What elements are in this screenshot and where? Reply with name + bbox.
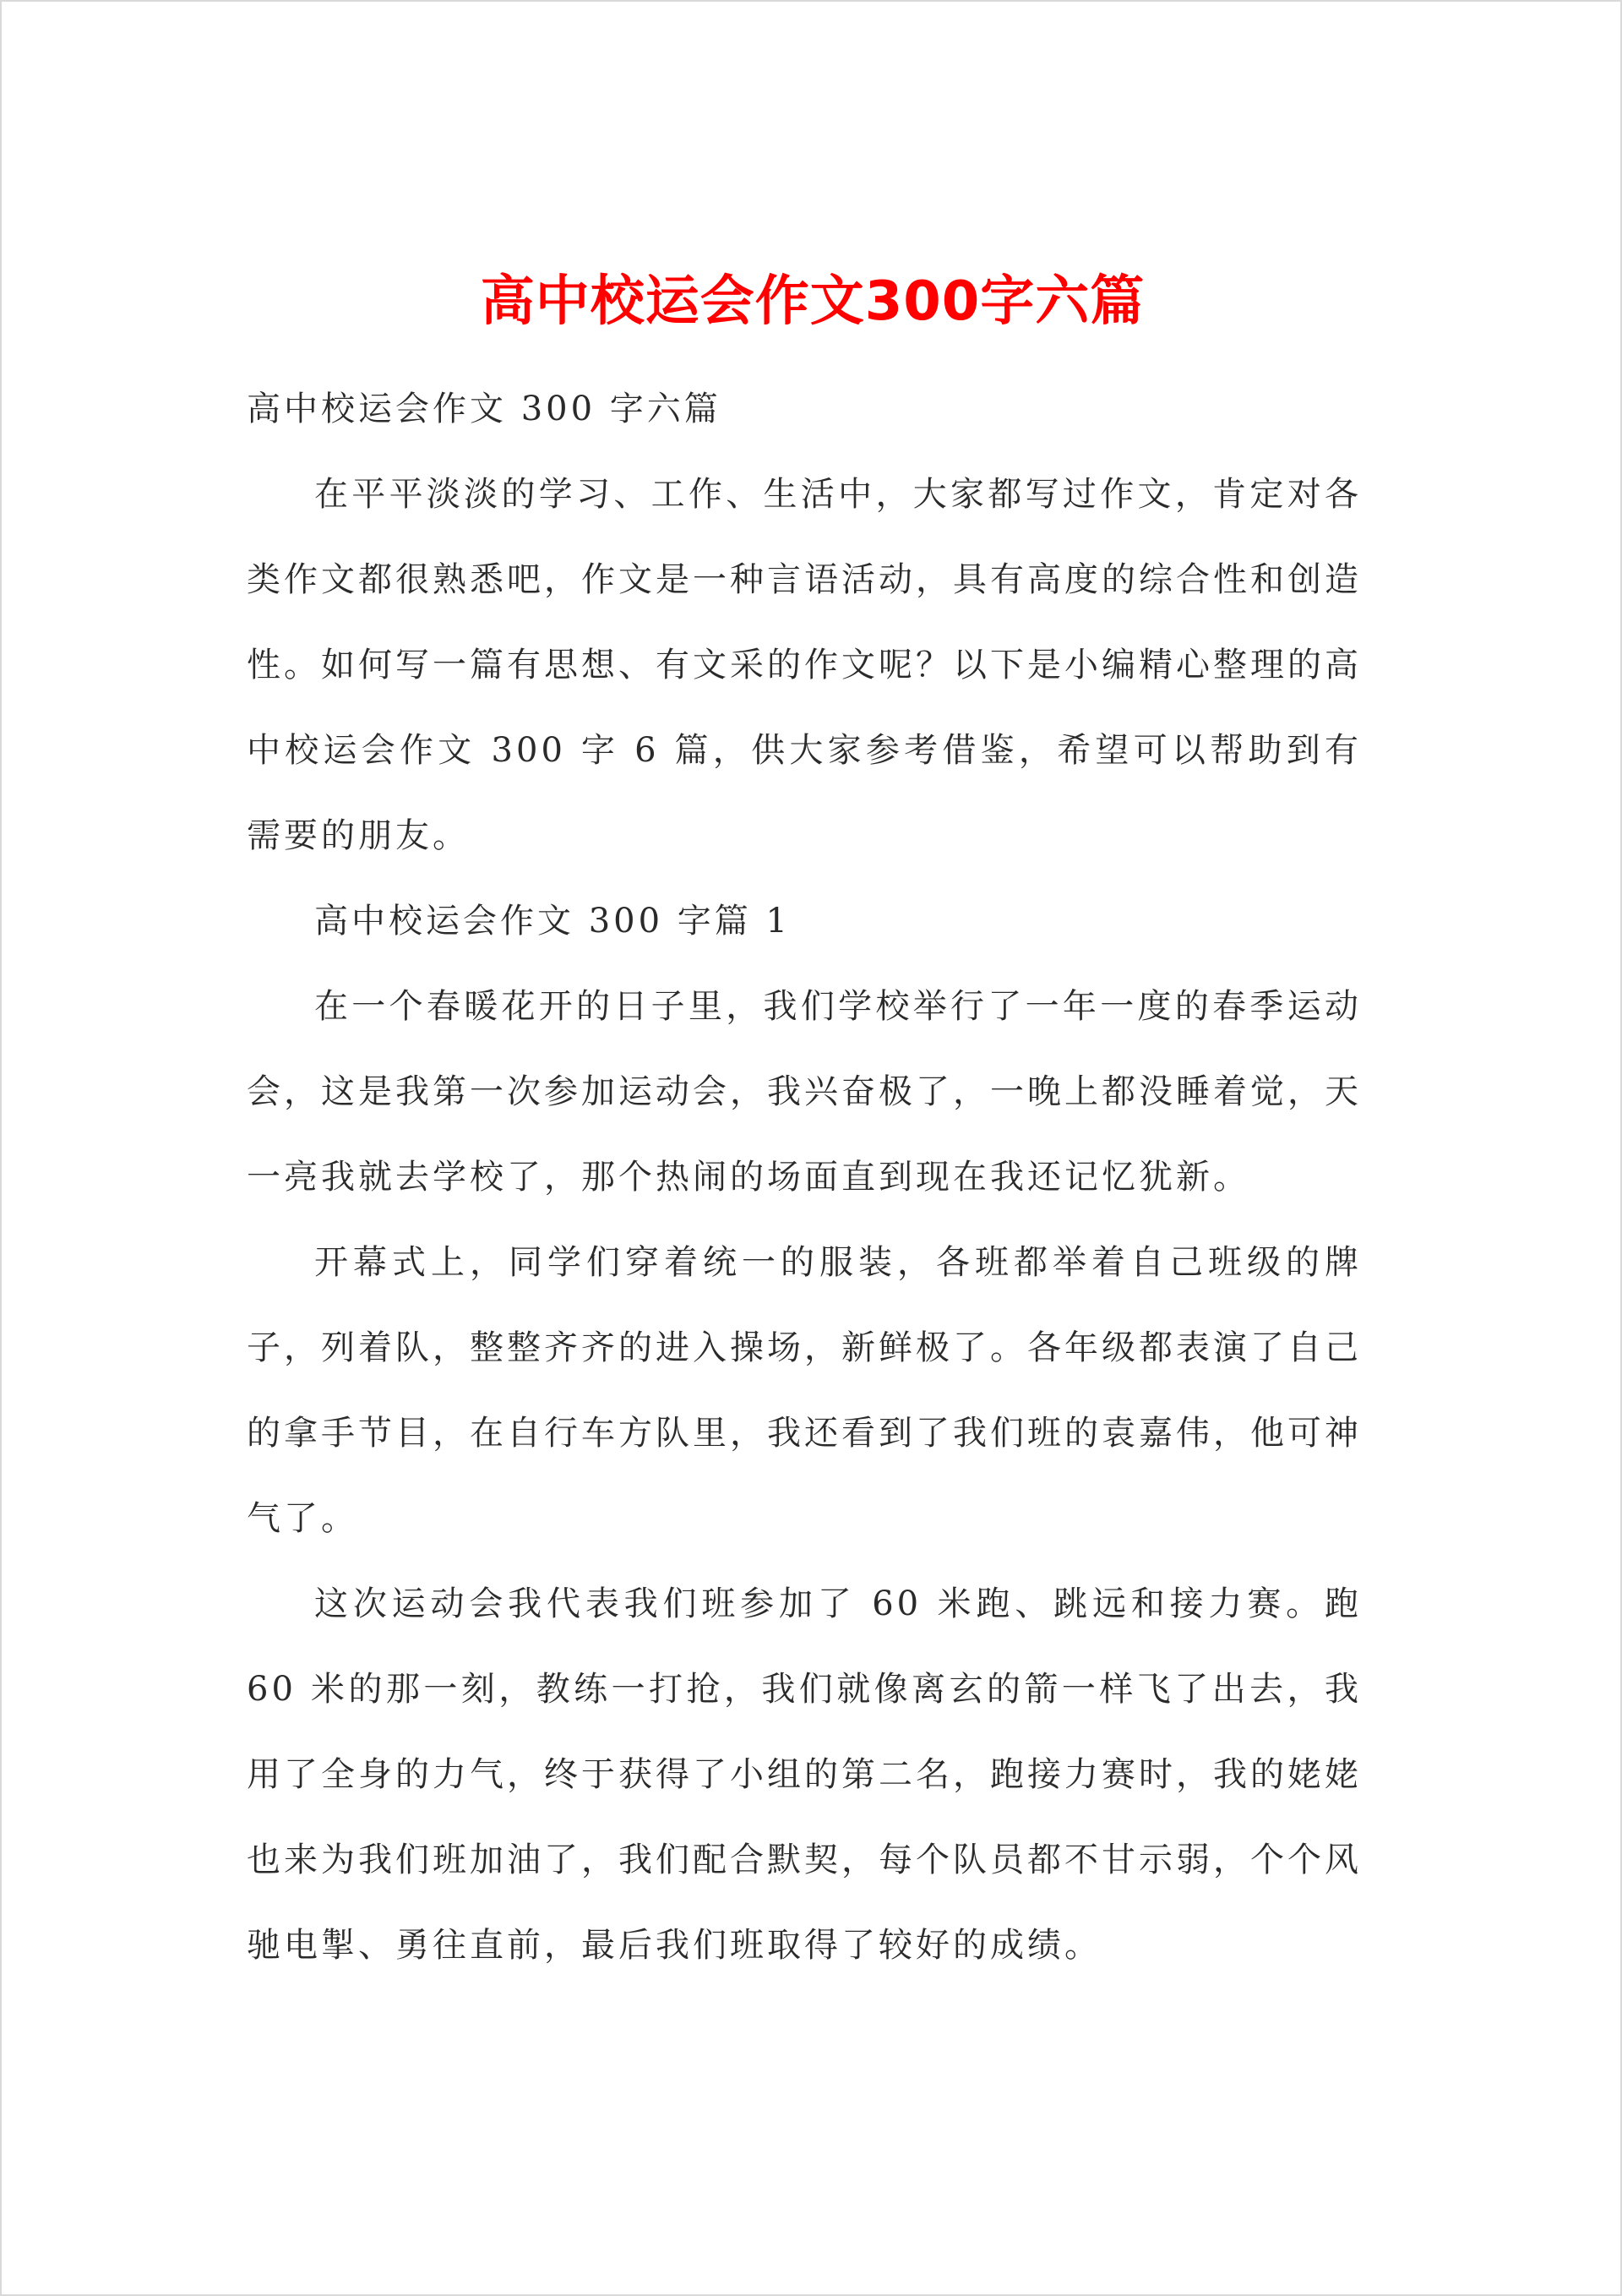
body-paragraph: 这次运动会我代表我们班参加了 60 米跑、跳远和接力赛。跑 60 米的那一刻，教练一打抢，我们就像离玄的箭一样飞了出去，我用了全身的力气，终于获得了小组的第二名，跑接力赛时，我的姥姥也来为我们班加油了，我们配合默契，每个队员都不甘示弱，个个风驰电掣、勇往直前，最后我们班取得了较好的成绩。	[247, 1584, 1362, 1965]
section-heading: 高中校运会作文 300 字篇 1	[314, 902, 791, 941]
body-paragraph: 在一个春暖花开的日子里，我们学校举行了一年一度的春季运动会，这是我第一次参加运动会，我兴奋极了，一晚上都没睡着觉，天一亮我就去学校了，那个热闹的场面直到现在我还记忆犹新。	[247, 987, 1362, 1197]
document-body	[247, 367, 1362, 1988]
document-title: 高中校运会作文300字六篇	[480, 270, 1146, 333]
body-paragraph: 开幕式上，同学们穿着统一的服装，各班都举着自己班级的牌子，列着队，整整齐齐的进入操场，新鲜极了。各年级都表演了自己的拿手节目，在自行车方队里，我还看到了我们班的袁嘉伟，他可神气了。	[247, 1243, 1362, 1538]
intro-paragraph: 在平平淡淡的学习、工作、生活中，大家都写过作文，肯定对各类作文都很熟悉吧，作文是一种言语活动，具有高度的综合性和创造性。如何写一篇有思想、有文采的作文呢？以下是小编精心整理的高中校运会作文 300 字 6 篇，供大家参考借鉴，希望可以帮助到有需要的朋友。	[247, 475, 1362, 855]
subtitle-paragraph: 高中校运会作文 300 字六篇	[247, 390, 721, 428]
